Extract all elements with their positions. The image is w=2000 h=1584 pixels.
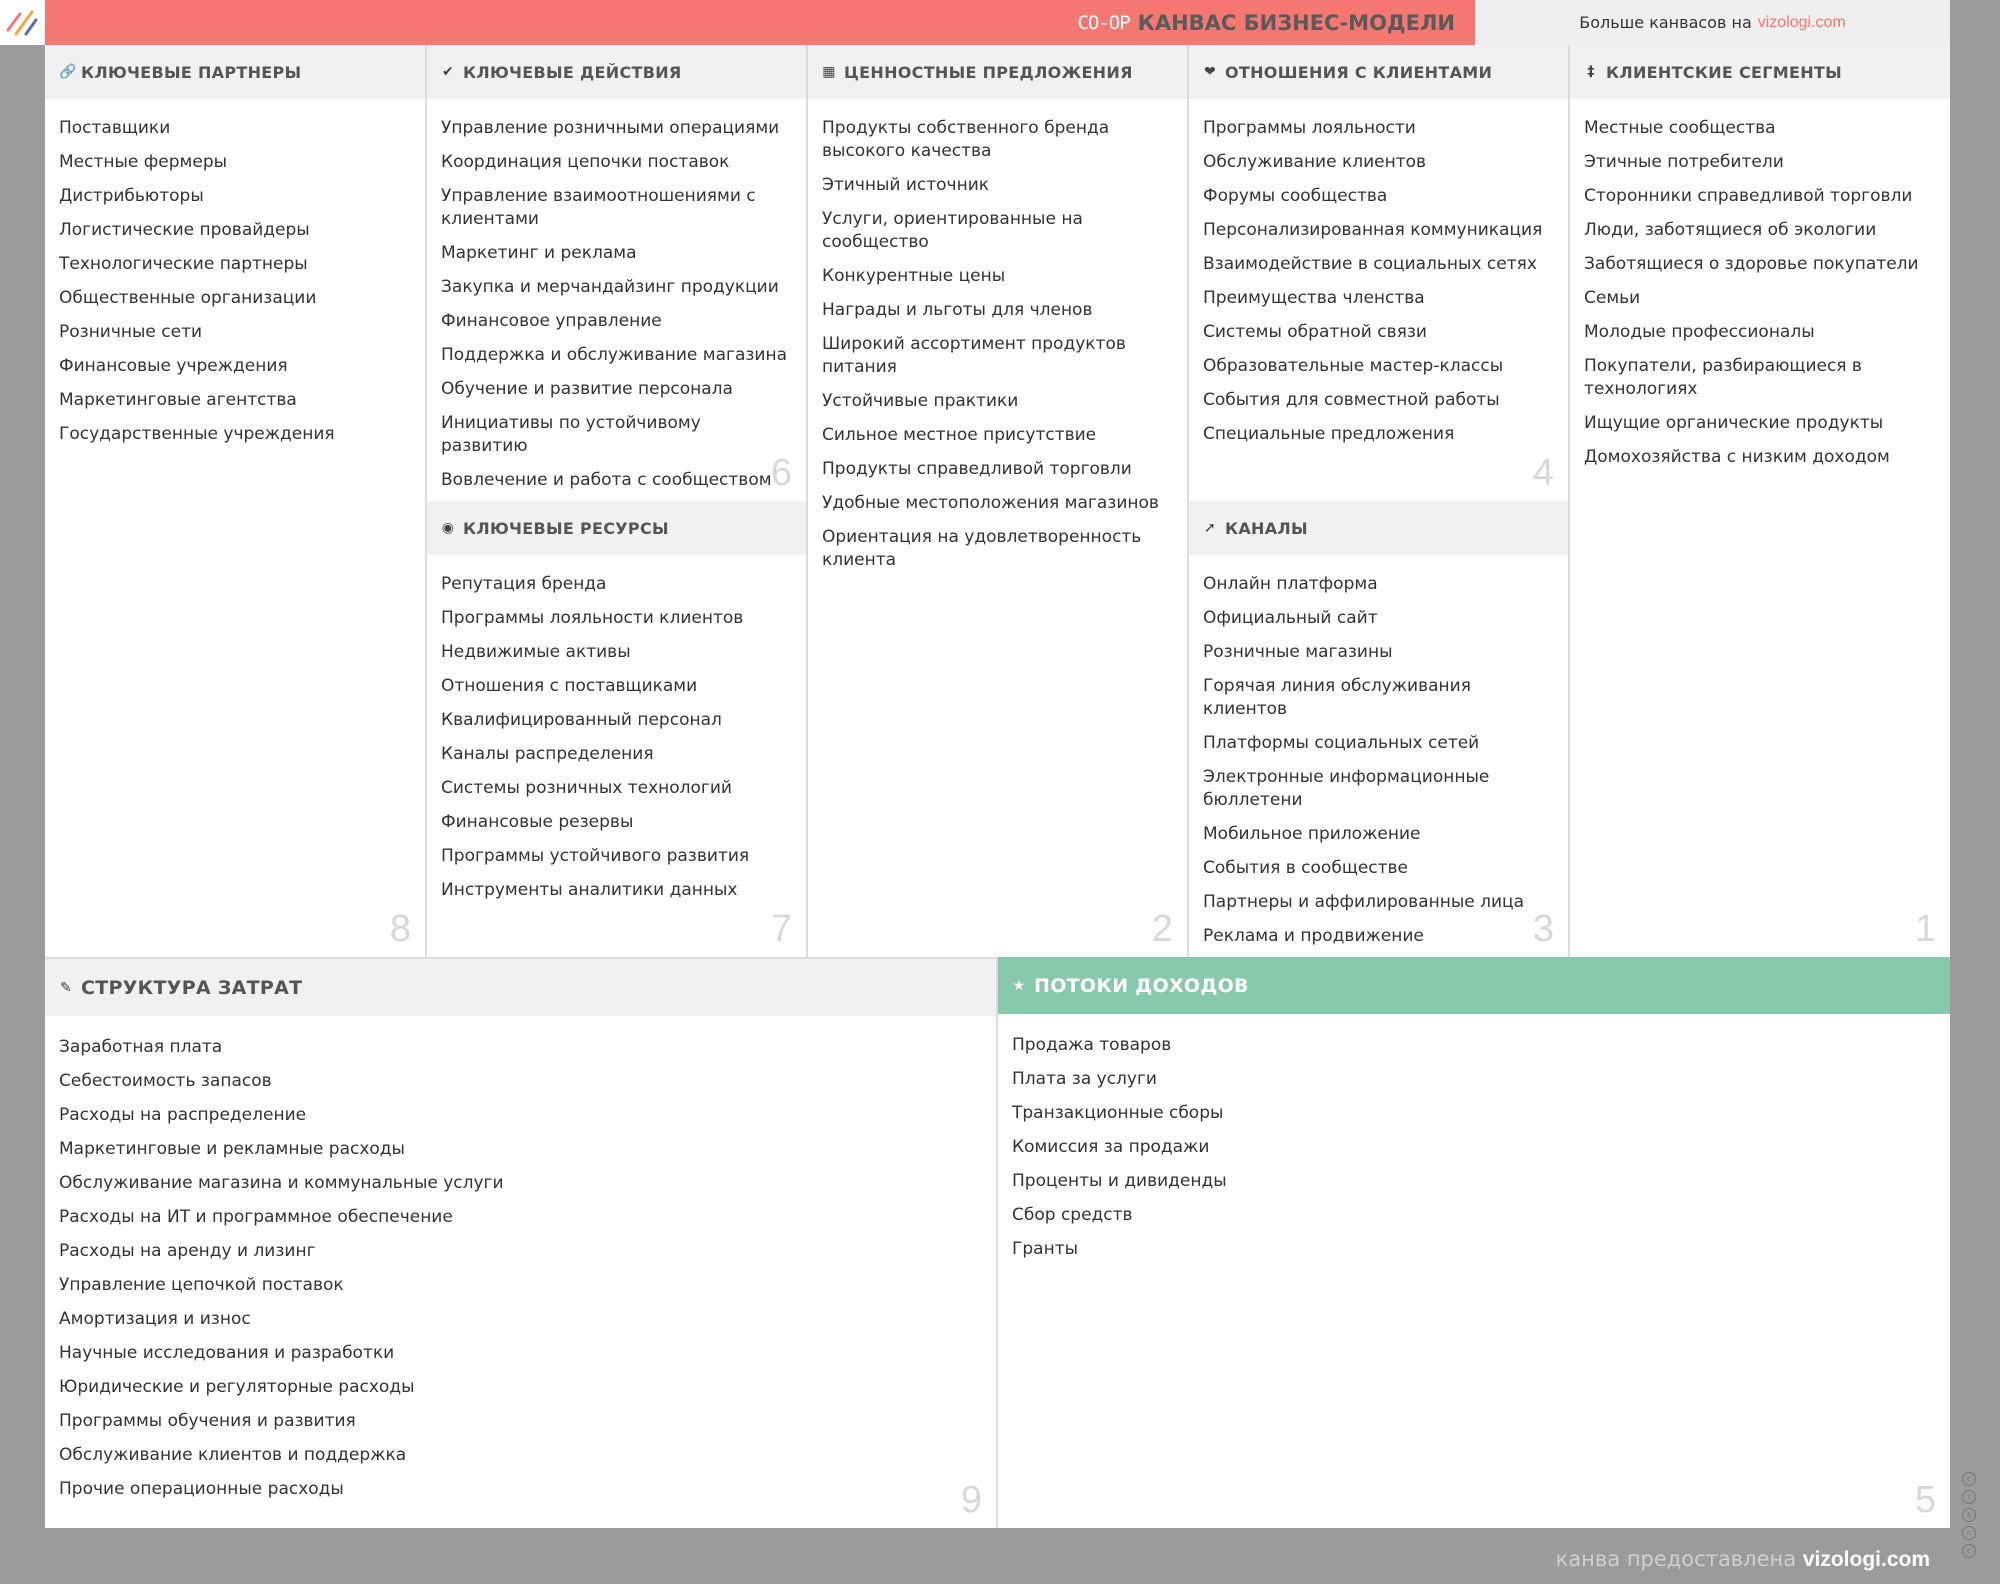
list-item: Форумы сообщества [1203,186,1388,206]
list-item: Программы обучения и развития [59,1411,356,1431]
list-item: Программы устойчивого развития [441,846,750,866]
list-item: Этичные потребители [1584,152,1784,172]
list-item: Розничные сети [59,322,203,342]
block-number: 9 [960,1479,982,1521]
list-item: Гранты [1012,1239,1079,1259]
block-number: 2 [1151,908,1173,950]
list-item: Обслуживание клиентов [1203,152,1427,172]
block-header [427,45,806,99]
list-item: Государственные учреждения [59,424,335,444]
block-title: ПОТОКИ ДОХОДОВ [1034,974,1249,997]
list-item: Официальный сайт [1203,608,1378,628]
block-title: СТРУКТУРА ЗАТРАТ [81,976,303,999]
list-item: Горячая линия обслуживания клиентов [1203,676,1471,719]
list-item: Поставщики [59,118,171,138]
list-item: Системы розничных технологий [441,778,732,798]
cc-by-icon: i [1962,1490,1976,1504]
block-revenue-streams [998,957,1950,1528]
list-item: Финансовые учреждения [59,356,288,376]
list-item: Программы лояльности [1203,118,1416,138]
list-item: Управление розничными операциями [441,118,780,138]
list-item: Недвижимые активы [441,642,631,662]
list-item: Платформы социальных сетей [1203,733,1480,753]
star-icon: ★ [1012,977,1026,994]
block-header [45,45,425,99]
list-item: Мобильное приложение [1203,824,1421,844]
items-list [427,555,806,902]
list-item: Домохозяйства с низким доходом [1584,447,1890,467]
cc-icon: c [1962,1472,1976,1486]
list-item: Заботящиеся о здоровье покупатели [1584,254,1919,274]
list-item: Проценты и дивиденды [1012,1171,1227,1191]
list-item: Продукты собственного бренда высокого качества [822,118,1110,161]
list-item: Комиссия за продажи [1012,1137,1210,1157]
list-item: Обслуживание клиентов и поддержка [59,1445,407,1465]
list-item: Семьи [1584,288,1641,308]
block-header [1189,501,1568,555]
list-item: Координация цепочки поставок [441,152,730,172]
items-list [45,1016,996,1501]
business-model-canvas [45,45,1950,1528]
block-header [1570,45,1950,99]
list-item: Электронные информационные бюллетени [1203,767,1490,810]
list-item: Квалифицированный персонал [441,710,722,730]
list-item: Люди, заботящиеся об экологии [1584,220,1877,240]
list-item: Общественные организации [59,288,317,308]
block-title: КЛЮЧЕВЫЕ РЕСУРСЫ [463,518,669,538]
block-customer-segments [1570,45,1950,957]
link-icon: 🔗 [59,64,77,80]
list-item: Партнеры и аффилированные лица [1203,892,1525,912]
page-title: КАНВАС БИЗНЕС-МОДЕЛИ [1137,10,1455,35]
block-number: 3 [1532,908,1554,950]
heart-icon: ❤ [1203,64,1217,80]
title-bar [45,0,1475,45]
block-title: КЛЮЧЕВЫЕ ДЕЙСТВИЯ [463,62,682,82]
list-item: Взаимодействие в социальных сетях [1203,254,1537,274]
list-item: Дистрибьюторы [59,186,204,206]
cc-nc-icon: $ [1962,1508,1976,1522]
list-item: Управление цепочкой поставок [59,1275,344,1295]
list-item: Маркетинговые агентства [59,390,297,410]
more-canvases-link[interactable] [1475,0,1950,45]
block-key-resources [427,501,808,957]
block-number: 5 [1914,1479,1936,1521]
block-key-partners [45,45,427,957]
list-item: Обучение и развитие персонала [441,379,733,399]
block-title: КАНАЛЫ [1225,518,1308,538]
list-item: Логистические провайдеры [59,220,310,240]
list-item: Закупка и мерчандайзинг продукции [441,277,779,297]
list-item: Управление взаимоотношениями с клиентами [441,186,756,229]
block-header [998,957,1950,1014]
block-header [808,45,1187,99]
list-item: Услуги, ориентированные на сообщество [822,209,1083,252]
list-item: Покупатели, разбирающиеся в технологиях [1584,356,1862,399]
list-item: Технологические партнеры [59,254,308,274]
list-item: Персонализированная коммуникация [1203,220,1543,240]
list-item: Репутация бренда [441,574,607,594]
license-credits [1950,1260,1990,1570]
list-item: Финансовое управление [441,311,662,331]
list-item: Продажа товаров [1012,1035,1172,1055]
block-title: КЛЮЧЕВЫЕ ПАРТНЕРЫ [81,62,302,82]
list-item: Ориентация на удовлетворенность клиента [822,527,1142,570]
list-item: Отношения с поставщиками [441,676,698,696]
list-item: Местные фермеры [59,152,228,172]
block-number: 7 [770,908,792,950]
list-item: Широкий ассортимент продуктов питания [822,334,1126,377]
list-item: Специальные предложения [1203,424,1455,444]
list-item: Сбор средств [1012,1205,1133,1225]
gift-icon: ▦ [822,64,836,80]
list-item: Поддержка и обслуживание магазина [441,345,787,365]
list-item: Прочие операционные расходы [59,1479,344,1499]
list-item: Награды и льготы для членов [822,300,1093,320]
people-icon: ‡ [1587,64,1595,80]
list-item: Расходы на распределение [59,1105,307,1125]
brand-label: CO-OP [1077,11,1130,34]
list-item: Сторонники справедливой торговли [1584,186,1913,206]
block-title: ЦЕННОСТНЫЕ ПРЕДЛОЖЕНИЯ [844,62,1133,82]
items-list [1570,99,1950,469]
list-item: Транзакционные сборы [1012,1103,1224,1123]
list-item: Расходы на аренду и лизинг [59,1241,316,1261]
list-item: Финансовые резервы [441,812,634,832]
items-list [1189,99,1568,446]
block-key-activities [427,45,808,501]
list-item: Преимущества членства [1203,288,1425,308]
list-item: Программы лояльности клиентов [441,608,744,628]
cc-sa-icon: o [1962,1526,1976,1540]
footer-credit [1556,1547,1930,1572]
list-item: Вовлечение и работа с сообществом [441,470,772,490]
globe-icon: ◉ [441,520,455,536]
more-canvases-text: Больше канвасов на [1579,13,1752,32]
list-item: Молодые профессионалы [1584,322,1815,342]
list-item: Продукты справедливой торговли [822,459,1132,479]
list-item: Научные исследования и разработки [59,1343,395,1363]
block-value-propositions [808,45,1189,957]
block-number: 6 [770,452,792,494]
list-item: Заработная плата [59,1037,223,1057]
list-item: Маркетинговые и рекламные расходы [59,1139,405,1159]
block-number: 4 [1532,452,1554,494]
items-list [808,99,1187,572]
block-cost-structure [45,957,998,1528]
plane-icon: ➚ [1203,520,1217,536]
cc-license-icon: c [1962,1544,1976,1558]
list-item: Реклама и продвижение [1203,926,1424,946]
block-channels [1189,501,1570,957]
list-item: Каналы распределения [441,744,654,764]
items-list [1189,555,1568,948]
list-item: Устойчивые практики [822,391,1019,411]
list-item: Инструменты аналитики данных [441,880,738,900]
list-item: Онлайн платформа [1203,574,1378,594]
list-item: События в сообществе [1203,858,1409,878]
list-item: Маркетинг и реклама [441,243,637,263]
items-list [45,99,425,446]
list-item: Амортизация и износ [59,1309,251,1329]
block-customer-relationships [1189,45,1570,501]
list-item: Юридические и регуляторные расходы [59,1377,415,1397]
list-item: Ищущие органические продукты [1584,413,1884,433]
list-item: Удобные местоположения магазинов [822,493,1159,513]
list-item: Обслуживание магазина и коммунальные услуги [59,1173,504,1193]
list-item: Розничные магазины [1203,642,1393,662]
block-title: ОТНОШЕНИЯ С КЛИЕНТАМИ [1225,62,1493,82]
list-item: Сильное местное присутствие [822,425,1097,445]
list-item: Системы обратной связи [1203,322,1427,342]
list-item: Плата за услуги [1012,1069,1157,1089]
list-item: Образовательные мастер-классы [1203,356,1504,376]
list-item: Инициативы по устойчивому развитию [441,413,701,456]
list-item: Себестоимость запасов [59,1071,272,1091]
block-number: 1 [1914,908,1936,950]
tag-icon: ✎ [59,979,73,996]
more-canvases-site[interactable]: vizologi.com [1757,13,1846,31]
footer-text: канва предоставлена [1555,1547,1797,1571]
check-icon: ✔ [441,64,455,80]
items-list [427,99,806,492]
list-item: События для совместной работы [1203,390,1500,410]
items-list [998,1014,1950,1261]
block-header [1189,45,1568,99]
block-header [427,501,806,555]
footer-site[interactable]: vizologi.com [1802,1548,1930,1571]
block-header [45,959,996,1016]
vizologi-logo[interactable] [0,0,45,45]
list-item: Местные сообщества [1584,118,1776,138]
block-title: КЛИЕНТСКИЕ СЕГМЕНТЫ [1606,62,1843,82]
list-item: Конкурентные цены [822,266,1006,286]
list-item: Этичный источник [822,175,990,195]
list-item: Расходы на ИТ и программное обеспечение [59,1207,453,1227]
block-number: 8 [389,908,411,950]
